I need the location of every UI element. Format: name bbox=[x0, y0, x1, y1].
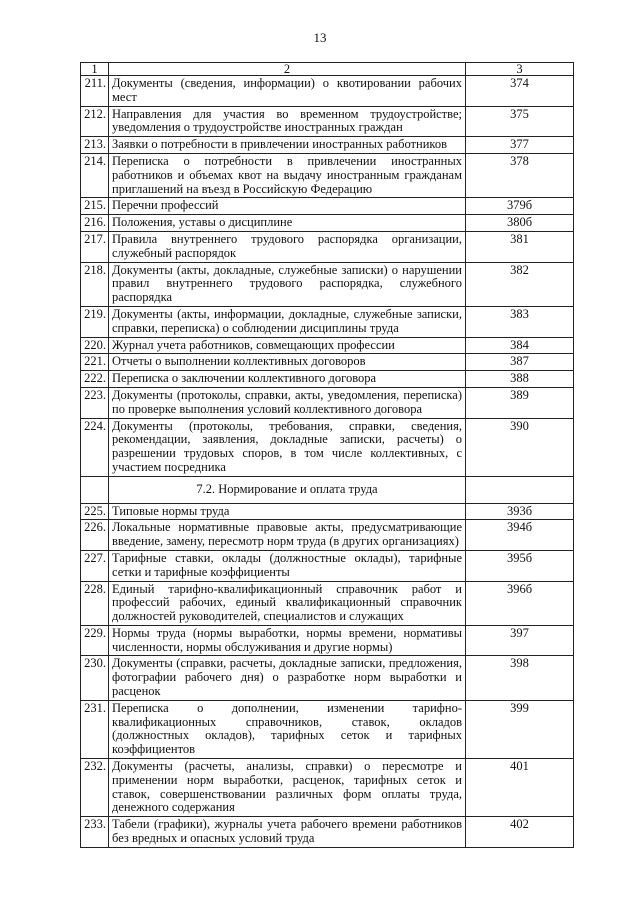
document-table bbox=[80, 62, 574, 848]
table-row bbox=[81, 106, 574, 137]
row-number: 232. bbox=[81, 759, 109, 817]
header-col-2: 2 bbox=[109, 63, 466, 76]
table-row bbox=[81, 759, 574, 817]
table-row bbox=[81, 231, 574, 262]
row-title: Отчеты о выполнении коллективных договоров bbox=[109, 354, 466, 371]
section-article-cell bbox=[466, 476, 574, 503]
row-title: Заявки о потребности в привлечении иностранных работников bbox=[109, 137, 466, 154]
row-article: 389 bbox=[466, 387, 574, 418]
row-number: 221. bbox=[81, 354, 109, 371]
row-title: Правила внутреннего трудового распорядка организации, служебный распорядок bbox=[109, 231, 466, 262]
table-row bbox=[81, 700, 574, 758]
table-row bbox=[81, 354, 574, 371]
row-title: Перечни профессий bbox=[109, 198, 466, 215]
row-title: Документы (расчеты, анализы, справки) о пересмотре и применении норм выработки, расценок, тарифных сеток и ставок, совершенствовании различных форм оплаты труда, денежного содержания bbox=[109, 759, 466, 817]
row-article: 375 bbox=[466, 106, 574, 137]
row-number: 226. bbox=[81, 520, 109, 551]
row-article: 402 bbox=[466, 817, 574, 848]
row-title: Локальные нормативные правовые акты, предусматривающие введение, замену, пересмотр норм труда (в других организациях) bbox=[109, 520, 466, 551]
row-title: Положения, уставы о дисциплине bbox=[109, 215, 466, 232]
row-number: 227. bbox=[81, 550, 109, 581]
header-col-3: 3 bbox=[466, 63, 574, 76]
row-article: 398 bbox=[466, 656, 574, 700]
row-article: 395б bbox=[466, 550, 574, 581]
row-title: Документы (сведения, информации) о квотировании рабочих мест bbox=[109, 76, 466, 107]
table-row bbox=[81, 550, 574, 581]
row-article: 380б bbox=[466, 215, 574, 232]
row-title: Переписка о дополнении, изменении тарифно-квалификационных справочников, ставок, окладов (должностных окладов), тарифных сеток и тарифных коэффициентов bbox=[109, 700, 466, 758]
section-block bbox=[81, 476, 574, 503]
row-article: 383 bbox=[466, 306, 574, 337]
row-article: 393б bbox=[466, 503, 574, 520]
table-row bbox=[81, 520, 574, 551]
row-title: Табели (графики), журналы учета рабочего времени работников без вредных и опасных условий труда bbox=[109, 817, 466, 848]
row-title: Нормы труда (нормы выработки, нормы времени, нормативы численности, нормы обслуживания и другие нормы) bbox=[109, 625, 466, 656]
table-row bbox=[81, 76, 574, 107]
table-body-a bbox=[81, 76, 574, 477]
row-article: 379б bbox=[466, 198, 574, 215]
table-row bbox=[81, 337, 574, 354]
row-title: Переписка о заключении коллективного договора bbox=[109, 371, 466, 388]
row-title: Документы (акты, докладные, служебные записки) о нарушении правил внутреннего трудового распорядка, служебного распорядка bbox=[109, 262, 466, 306]
row-article: 394б bbox=[466, 520, 574, 551]
row-article: 401 bbox=[466, 759, 574, 817]
table-row bbox=[81, 581, 574, 625]
row-number: 230. bbox=[81, 656, 109, 700]
table-row bbox=[81, 198, 574, 215]
row-title: Единый тарифно-квалификационный справочник работ и профессий рабочих, единый квалификационный справочник должностей руководителей, специалистов и служащих bbox=[109, 581, 466, 625]
row-number: 231. bbox=[81, 700, 109, 758]
row-number: 225. bbox=[81, 503, 109, 520]
row-number: 223. bbox=[81, 387, 109, 418]
row-article: 397 bbox=[466, 625, 574, 656]
row-number: 215. bbox=[81, 198, 109, 215]
row-title: Журнал учета работников, совмещающих профессии bbox=[109, 337, 466, 354]
row-number: 218. bbox=[81, 262, 109, 306]
header-row bbox=[81, 63, 574, 76]
row-article: 388 bbox=[466, 371, 574, 388]
row-number: 219. bbox=[81, 306, 109, 337]
row-title: Типовые нормы труда bbox=[109, 503, 466, 520]
row-article: 381 bbox=[466, 231, 574, 262]
row-number: 228. bbox=[81, 581, 109, 625]
table-row bbox=[81, 215, 574, 232]
row-number: 212. bbox=[81, 106, 109, 137]
row-number: 217. bbox=[81, 231, 109, 262]
row-number: 211. bbox=[81, 76, 109, 107]
row-article: 378 bbox=[466, 153, 574, 197]
table-row bbox=[81, 503, 574, 520]
table-row bbox=[81, 656, 574, 700]
table-row bbox=[81, 625, 574, 656]
row-article: 382 bbox=[466, 262, 574, 306]
row-article: 377 bbox=[466, 137, 574, 154]
table-row bbox=[81, 153, 574, 197]
row-number: 233. bbox=[81, 817, 109, 848]
table-row bbox=[81, 306, 574, 337]
table-row bbox=[81, 418, 574, 476]
header-col-1: 1 bbox=[81, 63, 109, 76]
row-article: 387 bbox=[466, 354, 574, 371]
row-title: Документы (справки, расчеты, докладные записки, предложения, фотографии рабочего дня) о разработке норм выработки и расценок bbox=[109, 656, 466, 700]
row-number: 220. bbox=[81, 337, 109, 354]
row-number: 224. bbox=[81, 418, 109, 476]
row-article: 384 bbox=[466, 337, 574, 354]
table-row bbox=[81, 371, 574, 388]
row-title: Переписка о потребности в привлечении иностранных работников и объемах квот на выдачу иностранным гражданам приглашений на въезд в Российскую Федерацию bbox=[109, 153, 466, 197]
table-row bbox=[81, 817, 574, 848]
row-title: Тарифные ставки, оклады (должностные оклады), тарифные сетки и тарифные коэффициенты bbox=[109, 550, 466, 581]
table-row bbox=[81, 137, 574, 154]
row-article: 374 bbox=[466, 76, 574, 107]
page-number: 13 bbox=[313, 30, 327, 45]
row-title: Документы (протоколы, требования, справки, сведения, рекомендации, заявления, докладные записки, расчеты) о разрешении трудовых споров, в том числе коллективных, с участием посредника bbox=[109, 418, 466, 476]
row-number: 213. bbox=[81, 137, 109, 154]
row-article: 399 bbox=[466, 700, 574, 758]
row-number: 214. bbox=[81, 153, 109, 197]
row-title: Документы (акты, информации, докладные, служебные записки, справки, переписка) о соблюдении дисциплины труда bbox=[109, 306, 466, 337]
table-body-b bbox=[81, 503, 574, 847]
table-row bbox=[81, 262, 574, 306]
row-title: Документы (протоколы, справки, акты, уведомления, переписка) по проверке выполнения условий коллективного договора bbox=[109, 387, 466, 418]
section-num-cell bbox=[81, 476, 109, 503]
row-number: 229. bbox=[81, 625, 109, 656]
section-title: 7.2. Нормирование и оплата труда bbox=[109, 476, 466, 503]
section-row bbox=[81, 476, 574, 503]
row-article: 390 bbox=[466, 418, 574, 476]
row-title: Направления для участия во временном трудоустройстве; уведомления о трудоустройстве иностранных граждан bbox=[109, 106, 466, 137]
row-article: 396б bbox=[466, 581, 574, 625]
row-number: 222. bbox=[81, 371, 109, 388]
row-number: 216. bbox=[81, 215, 109, 232]
table-row bbox=[81, 387, 574, 418]
